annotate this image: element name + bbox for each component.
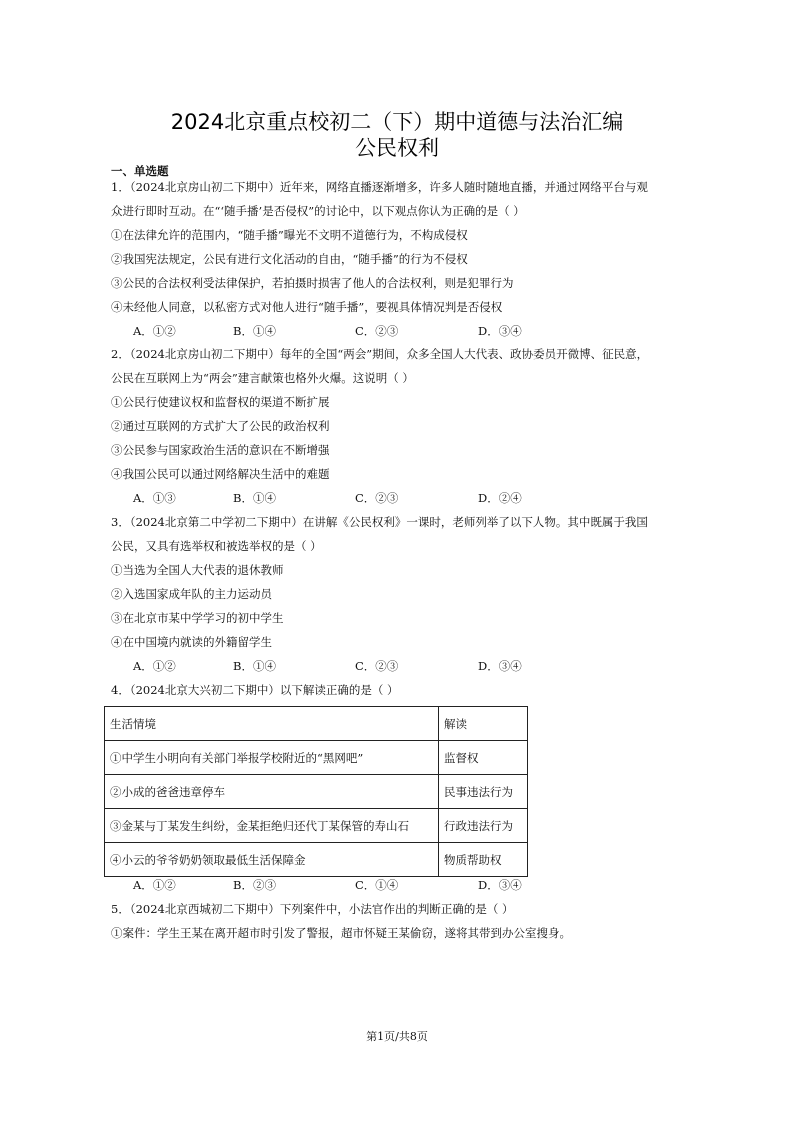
table-cell: 监督权 xyxy=(439,741,528,775)
table-cell: ④小云的爷爷奶奶领取最低生活保障金 xyxy=(105,843,439,877)
table-cell: 民事违法行为 xyxy=(439,775,528,809)
document-title: 2024北京重点校初二（下）期中道德与法治汇编 xyxy=(170,110,624,134)
option-a: A．①② xyxy=(133,659,176,673)
option-c: C．②③ xyxy=(355,491,399,505)
question-2-statement: ①公民行使建议权和监督权的渠道不断扩展 xyxy=(111,395,330,409)
table-row xyxy=(105,775,528,809)
table-row xyxy=(105,809,528,843)
question-3-statement: ④在中国境内就读的外籍留学生 xyxy=(111,635,272,649)
question-1-statement: ①在法律允许的范围内，“随手播”曝光不文明不道德行为，不构成侵权 xyxy=(111,228,468,242)
option-c: C．②③ xyxy=(355,324,399,338)
option-d: D．③④ xyxy=(478,659,522,673)
option-a: A．①② xyxy=(133,324,176,338)
page-number: 第1页/共8页 xyxy=(366,1030,428,1043)
option-b: B．①④ xyxy=(233,659,276,673)
option-d: D．③④ xyxy=(478,324,522,338)
option-c: C．②③ xyxy=(355,659,399,673)
option-d: D．②④ xyxy=(478,491,522,505)
table-header-row xyxy=(105,707,528,741)
question-1-statement: ③公民的合法权利受法律保护，若拍摄时损害了他人的合法权利，则是犯罪行为 xyxy=(111,276,514,290)
table-header-cell: 解读 xyxy=(439,707,528,741)
table-cell: 物质帮助权 xyxy=(439,843,528,877)
question-5-case: ①案件：学生王某在离开超市时引发了警报，超市怀疑王某偷窃，遂将其带到办公室搜身。 xyxy=(111,926,571,940)
table-header-cell: 生活情境 xyxy=(105,707,439,741)
option-d: D．③④ xyxy=(478,878,522,892)
question-3-text: 公民，又具有选举权和被选举权的是（ ） xyxy=(111,539,322,553)
option-c: C．①④ xyxy=(355,878,399,892)
table-row xyxy=(105,843,528,877)
question-3-text: 3．（2024北京第二中学初二下期中）在讲解《公民权利》一课时，老师列举了以下人物。其中既属于我国 xyxy=(111,515,648,529)
question-2-text: 2．（2024北京房山初二下期中）每年的全国“两会”期间，众多全国人大代表、政协委员开微博、征民意， xyxy=(111,347,649,361)
document-subtitle: 公民权利 xyxy=(355,136,439,160)
table-cell: ③金某与丁某发生纠纷，金某拒绝归还代丁某保管的寿山石 xyxy=(105,809,439,843)
section-heading: 一、单选题 xyxy=(111,164,169,178)
question-3-statement: ①当选为全国人大代表的退休教师 xyxy=(111,563,284,577)
table-row xyxy=(105,741,528,775)
table-cell: 行政违法行为 xyxy=(439,809,528,843)
question-2-statement: ②通过互联网的方式扩大了公民的政治权利 xyxy=(111,419,330,433)
question-4-table xyxy=(104,706,528,877)
question-2-statement: ③公民参与国家政治生活的意识在不断增强 xyxy=(111,443,330,457)
question-3-statement: ②入选国家成年队的主力运动员 xyxy=(111,587,272,601)
question-1-text: 1．（2024北京房山初二下期中）近年来，网络直播逐渐增多，许多人随时随地直播，并通过网络平台与观 xyxy=(111,180,648,194)
question-1-statement: ④未经他人同意，以私密方式对他人进行“随手播”，要视具体情况判是否侵权 xyxy=(111,300,503,314)
question-3-statement: ③在北京市某中学学习的初中学生 xyxy=(111,611,284,625)
question-2-statement: ④我国公民可以通过网络解决生活中的难题 xyxy=(111,467,330,481)
option-a: A．①③ xyxy=(133,491,176,505)
option-a: A．①② xyxy=(133,878,176,892)
question-1-statement: ②我国宪法规定，公民有进行文化活动的自由，“随手播”的行为不侵权 xyxy=(111,252,468,266)
question-2-text: 公民在互联网上为“两会”建言献策也格外火爆。这说明（ ） xyxy=(111,371,414,385)
question-1-text: 众进行即时互动。在“‘随手播’是否侵权”的讨论中，以下观点你认为正确的是（ ） xyxy=(111,204,525,218)
option-b: B．②③ xyxy=(233,878,276,892)
option-b: B．①④ xyxy=(233,324,276,338)
question-5-text: 5．（2024北京西城初二下期中）下列案件中，小法官作出的判断正确的是（ ） xyxy=(111,902,514,916)
option-b: B．①④ xyxy=(233,491,276,505)
table-cell: ②小成的爸爸违章停车 xyxy=(105,775,439,809)
table-cell: ①中学生小明向有关部门举报学校附近的“黑网吧” xyxy=(105,741,439,775)
question-4-text: 4．（2024北京大兴初二下期中）以下解读正确的是（ ） xyxy=(111,683,399,697)
